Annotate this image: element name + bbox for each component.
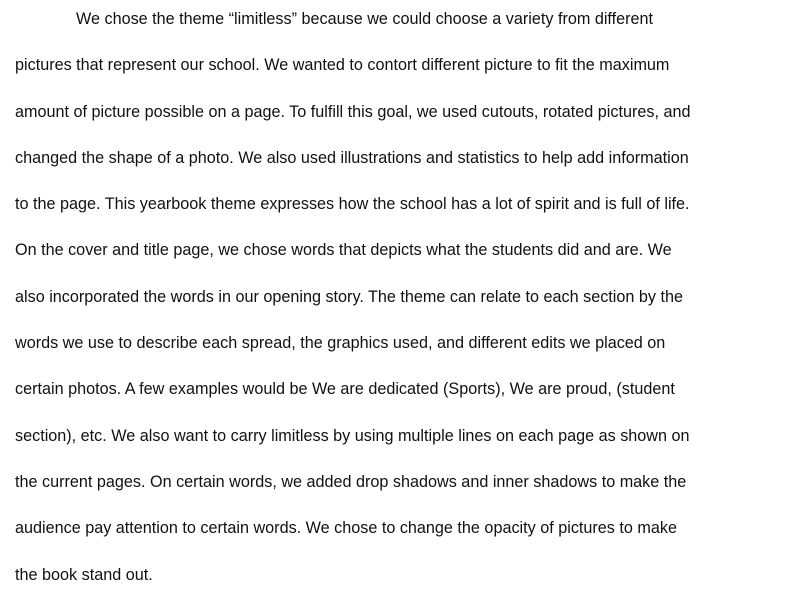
paragraph-line-9: certain photos. A few examples would be We are dedicated (Sports), We are proud, (student xyxy=(15,380,675,399)
paragraph-line-12: audience pay attention to certain words. We chose to change the opacity of pictures to make xyxy=(15,519,677,538)
paragraph-line-13: the book stand out. xyxy=(15,565,153,584)
paragraph-line-8: words we use to describe each spread, the graphics used, and different edits we placed on xyxy=(15,334,666,353)
paragraph-line-5: to the page. This yearbook theme expresses how the school has a lot of spirit and is full of life. xyxy=(15,195,690,214)
paragraph-line-4: changed the shape of a photo. We also used illustrations and statistics to help add information xyxy=(15,148,689,167)
paragraph-line-3: amount of picture possible on a page. To fulfill this goal, we used cutouts, rotated pictures, and xyxy=(15,102,691,121)
paragraph-line-2: pictures that represent our school. We wanted to contort different picture to fit the maximum xyxy=(15,56,670,75)
paragraph-line-10: section), etc. We also want to carry limitless by using multiple lines on each page as shown on xyxy=(15,426,690,445)
paragraph-line-6: On the cover and title page, we chose words that depicts what the students did and are. We xyxy=(15,241,672,260)
paragraph-line-11: the current pages. On certain words, we added drop shadows and inner shadows to make the xyxy=(15,472,687,491)
paragraph-line-1: We chose the theme “limitless” because we could choose a variety from different xyxy=(76,10,654,28)
paragraph-line-7: also incorporated the words in our opening story. The theme can relate to each section by the xyxy=(15,287,683,306)
body-paragraph xyxy=(15,4,795,606)
